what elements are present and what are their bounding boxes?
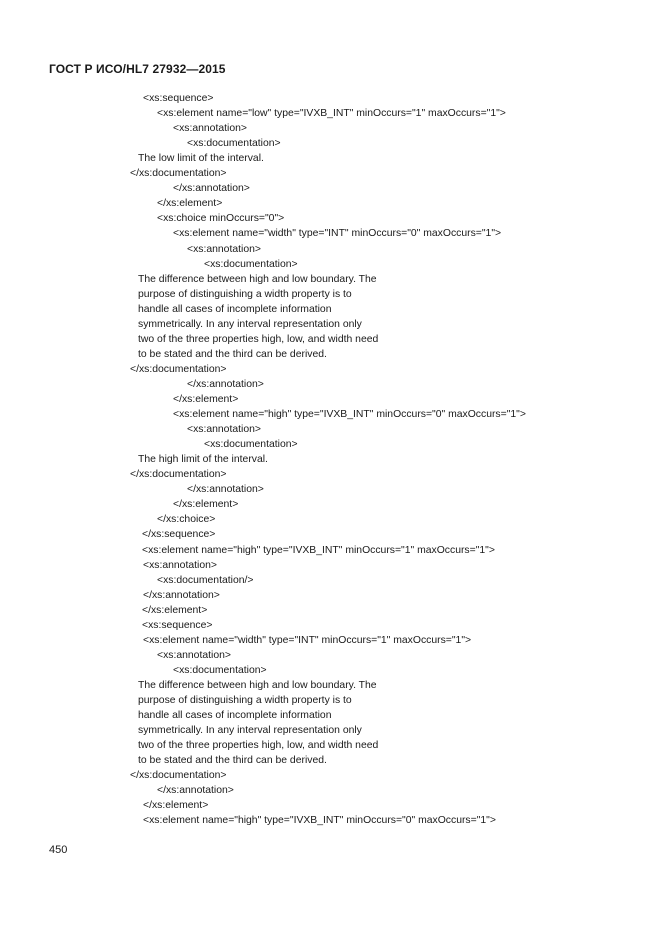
code-line: <xs:sequence>	[143, 93, 214, 104]
code-line: </xs:annotation>	[143, 589, 220, 601]
code-line: </xs:element>	[173, 499, 239, 511]
code-line: The high limit of the interval.	[138, 454, 268, 466]
code-line: two of the three properties high, low, and width need	[138, 333, 379, 345]
code-line: handle all cases of incomplete information	[138, 303, 332, 315]
code-line: </xs:element>	[173, 394, 239, 405]
code-line: <xs:annotation>	[187, 243, 261, 255]
code-line: </xs:sequence>	[142, 529, 216, 541]
code-line: </xs:annotation>	[187, 484, 264, 496]
code-line: The difference between high and low boundary. The	[138, 679, 377, 691]
code-line: <xs:documentation>	[204, 258, 298, 270]
code-line: handle all cases of incomplete information	[138, 710, 332, 722]
code-line: <xs:element name="width" type="INT" minOccurs="1" maxOccurs="1">	[143, 634, 472, 646]
code-line: to be stated and the third can be derived.	[138, 755, 327, 767]
code-line: <xs:element name="high" type="IVXB_INT" minOccurs="0" maxOccurs="1">	[143, 815, 496, 827]
code-line: <xs:documentation/>	[157, 574, 254, 586]
code-line: <xs:documentation>	[173, 664, 267, 676]
code-line: <xs:documentation>	[187, 138, 281, 150]
page-number: 450	[49, 844, 68, 856]
code-line: </xs:annotation>	[187, 378, 264, 390]
code-line: </xs:element>	[143, 800, 209, 812]
code-line: symmetrically. In any interval representation only	[138, 725, 362, 737]
code-line: two of the three properties high, low, and width need	[138, 740, 379, 752]
code-line: <xs:element name="width" type="INT" minOccurs="0" maxOccurs="1">	[173, 228, 502, 240]
code-line: <xs:choice minOccurs="0">	[157, 213, 285, 225]
code-line: </xs:documentation>	[130, 469, 227, 481]
code-line: </xs:element>	[142, 604, 208, 616]
code-line: </xs:documentation>	[130, 770, 227, 782]
code-line: </xs:element>	[157, 198, 223, 210]
code-line: to be stated and the third can be derived.	[138, 348, 327, 360]
code-line: <xs:annotation>	[187, 424, 261, 436]
code-line: </xs:annotation>	[173, 183, 250, 195]
code-line: <xs:documentation>	[204, 439, 298, 451]
code-line: <xs:sequence>	[142, 619, 213, 631]
code-line: <xs:element name="high" type="IVXB_INT" minOccurs="1" maxOccurs="1">	[142, 544, 495, 556]
code-line: The low limit of the interval.	[138, 153, 264, 165]
code-line: </xs:documentation>	[130, 363, 227, 375]
code-line: </xs:choice>	[157, 514, 216, 526]
code-line: symmetrically. In any interval representation only	[138, 318, 362, 330]
code-line: purpose of distinguishing a width property is to	[138, 695, 352, 706]
code-line: The difference between high and low boundary. The	[138, 273, 377, 285]
code-line: purpose of distinguishing a width property is to	[138, 288, 352, 300]
code-line: <xs:annotation>	[157, 649, 231, 661]
code-line: <xs:element name="low" type="IVXB_INT" minOccurs="1" maxOccurs="1">	[157, 108, 506, 120]
document-header: ГОСТ Р ИСО/HL7 27932—2015	[49, 62, 226, 76]
code-line: <xs:element name="high" type="IVXB_INT" minOccurs="0" maxOccurs="1">	[173, 409, 526, 421]
code-line: </xs:annotation>	[157, 785, 234, 797]
code-line: <xs:annotation>	[143, 559, 217, 571]
code-line: </xs:documentation>	[130, 168, 227, 180]
code-line: <xs:annotation>	[173, 123, 247, 135]
